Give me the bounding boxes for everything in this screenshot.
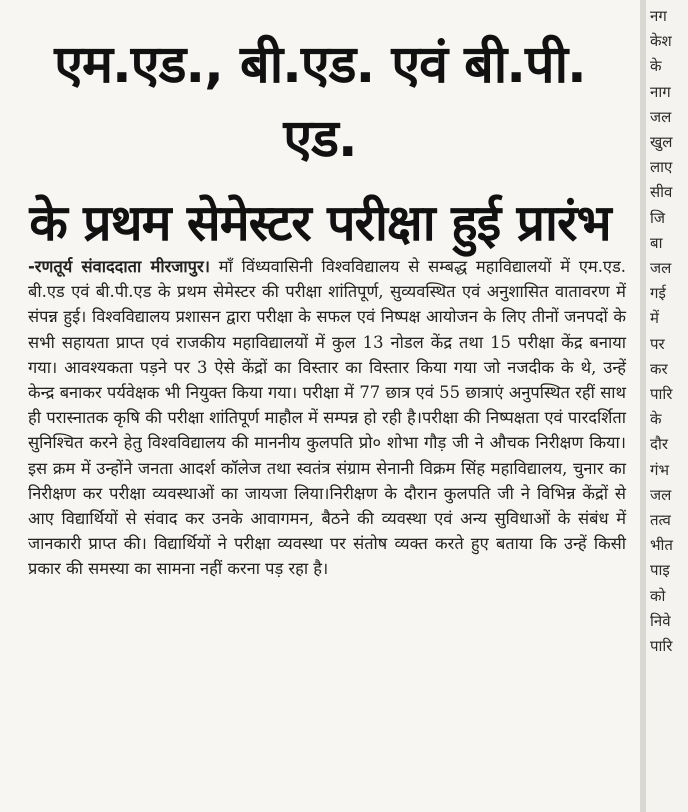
- fragment-line: पाइ: [650, 561, 670, 580]
- adjacent-column-fragment: [650, 4, 688, 812]
- byline: -रणतूर्य संवाददाता मीरजापुर।: [28, 257, 210, 276]
- fragment-line: सीव: [650, 183, 673, 202]
- fragment-line: खुल: [650, 133, 673, 152]
- column-divider: [640, 0, 646, 812]
- fragment-line: भीत: [650, 536, 673, 555]
- fragment-line: केश: [650, 32, 672, 51]
- fragment-line: जल: [650, 485, 672, 504]
- fragment-line: को: [650, 586, 666, 605]
- fragment-line: के: [650, 410, 662, 429]
- fragment-line: गई: [650, 284, 666, 303]
- fragment-line: पारि: [650, 385, 673, 404]
- fragment-line: बा: [650, 233, 663, 252]
- fragment-line: निवे: [650, 611, 671, 630]
- fragment-line: गंभ: [650, 460, 669, 479]
- fragment-line: नाग: [650, 82, 671, 101]
- article-paragraph: माँ विंध्यवासिनी विश्वविद्यालय से सम्बद्ध महाविद्यालयों में एम.एड. बी.एड एवं बी.पी.एड के प्रथम सेमेस्टर की परीक्षा शांतिपूर्ण, सुव्यवस्थित एवं अनुशासित वातावरण में संपन्न हुई। विश्वविद्यालय प्रशासन द्वारा परीक्षा के सफल एवं निष्पक्ष आयोजन के लिए तीनों जनपदों के सभी सहायता प्राप्त एवं राजकीय महाविद्यालयों में कुल 13 नोडल केंद्र तथा 15 परीक्षा केंद्र बनाया गया। आवश्यकता पड़ने पर 3 ऐसे केंद्रों का विस्तार का विस्तार किया गया जो नजदीक के थे, उन्हें केन्द्र बनाकर पर्यवेक्षक भी नियुक्त किया गया। परीक्षा में 77 छात्र एवं 55 छात्राएं अनुपस्थित रहीं साथ ही परास्नातक कृषि की परीक्षा शांतिपूर्ण माहौल में सम्पन्न हो रही है।परीक्षा की निष्पक्षता एवं पारदर्शिता सुनिश्चित करने हेतु विश्वविद्यालय की माननीय कुलपति प्रो० शोभा गौड़ जी ने औचक निरीक्षण किया। इस क्रम में उन्होंने जनता आदर्श कॉलेज तथा स्वतंत्र संग्राम सेनानी विक्रम सिंह महाविद्यालय, चुनार का निरीक्षण कर परीक्षा व्यवस्थाओं का जायजा लिया।निरीक्षण के दौरान कुलपति जी ने विभिन्न केंद्रों से आए विद्यार्थियों से संवाद कर उनके आवागमन, बैठने की व्यवस्था एवं अन्य सुविधाओं के संबंध में जानकारी प्राप्त की। विद्यार्थियों ने परीक्षा व्यवस्था पर संतोष व्यक्त करते हुए बताया कि उन्हें किसी प्रकार की समस्या का सामना नहीं करना पड़ रहा है।: [28, 257, 626, 579]
- fragment-line: में: [650, 309, 659, 328]
- fragment-line: नग: [650, 7, 667, 25]
- headline-line-2: के प्रथम सेमेस्टर परीक्षा हुई प्रारंभ: [29, 194, 611, 252]
- headline-line-1: एम.एड., बी.एड. एवं बी.पी. एड.: [54, 35, 586, 169]
- fragment-line: जल: [650, 259, 672, 278]
- fragment-line: दौर: [650, 435, 668, 454]
- fragment-line: पर: [650, 334, 665, 353]
- fragment-line: जल: [650, 107, 672, 126]
- fragment-line: के: [650, 57, 662, 76]
- headline: [14, 28, 626, 260]
- fragment-line: लाए: [650, 158, 673, 177]
- fragment-line: पारि: [650, 637, 673, 656]
- article-body: [28, 254, 626, 582]
- fragment-line: जि: [650, 208, 666, 227]
- fragment-line: कर: [650, 359, 668, 378]
- fragment-line: तत्व: [650, 511, 671, 530]
